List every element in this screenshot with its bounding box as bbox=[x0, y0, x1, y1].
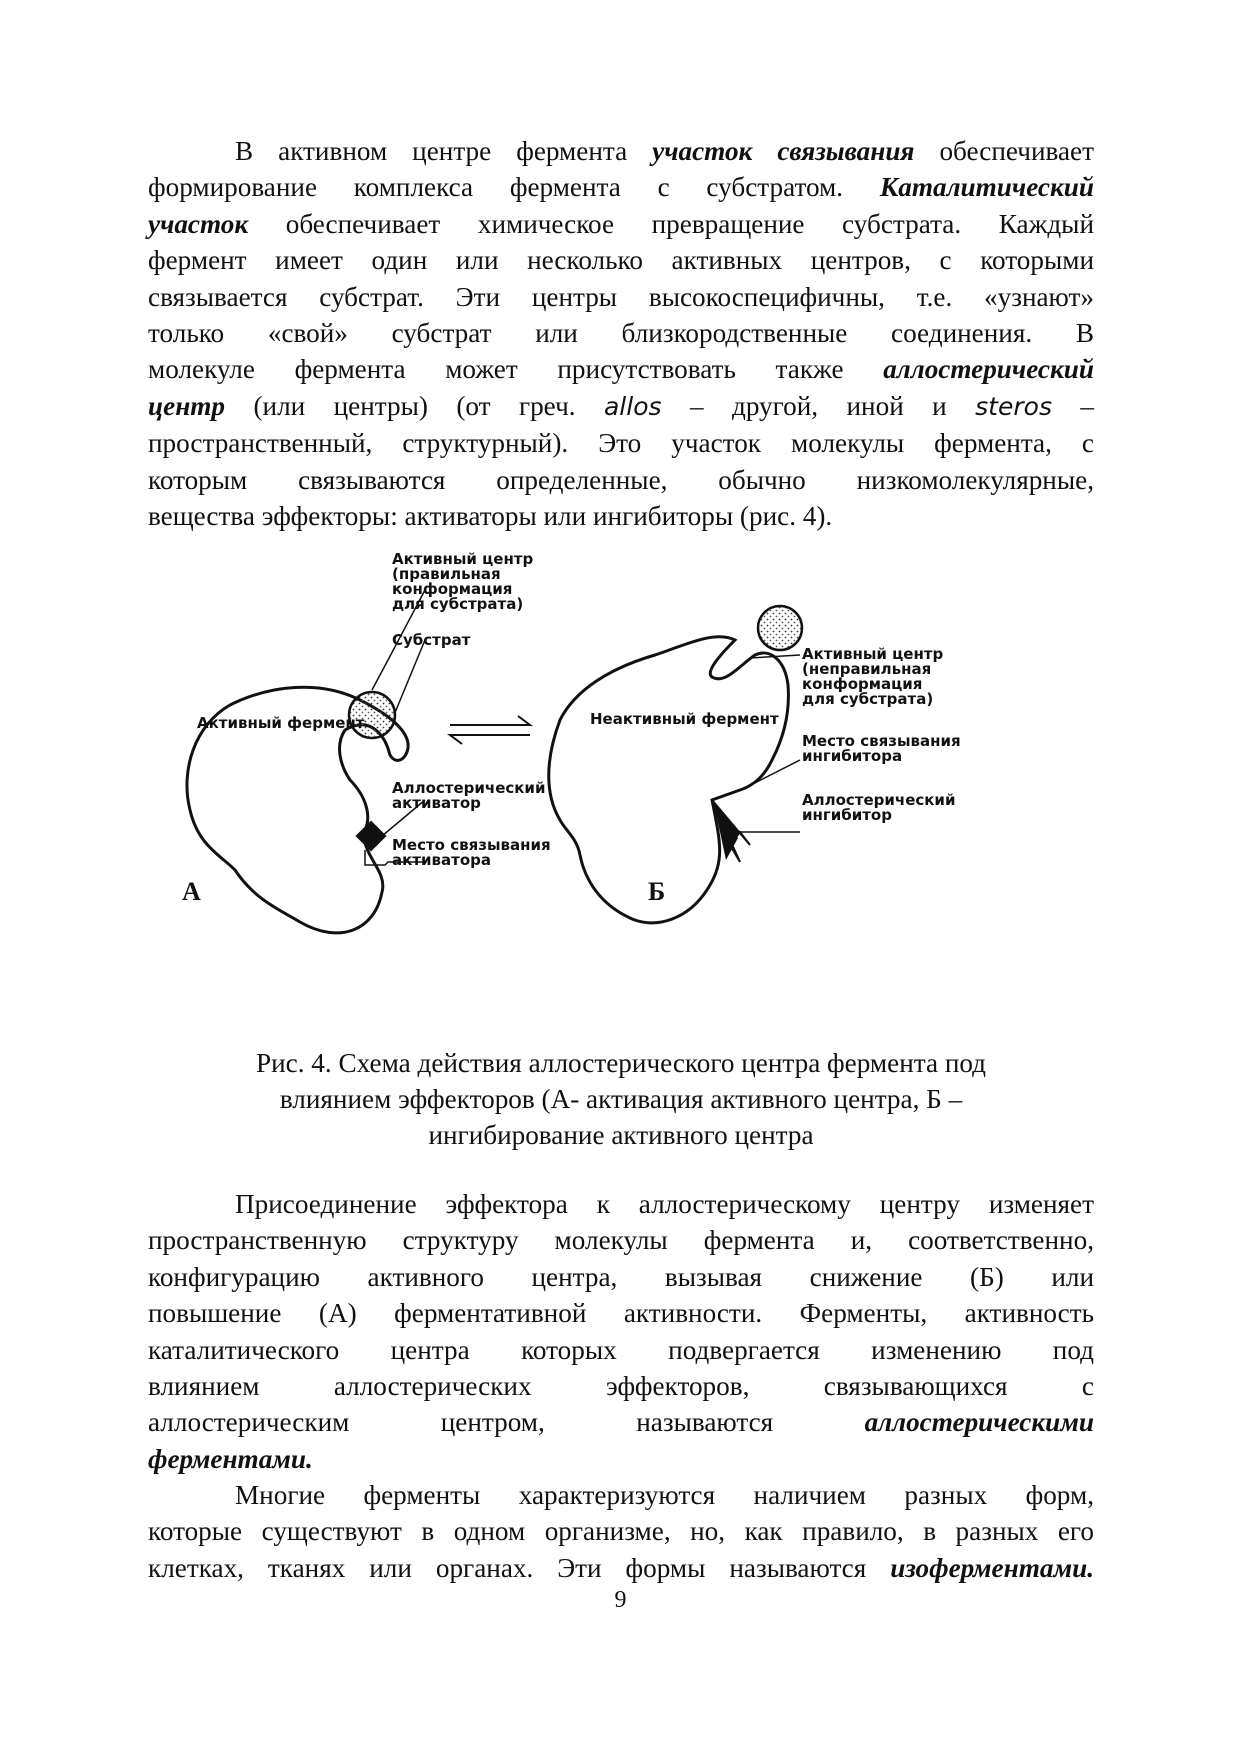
page-number: 9 bbox=[614, 1587, 627, 1613]
text-line: пространственный, структурный). Это участок молекулы фермента, с bbox=[148, 428, 1094, 459]
text-line: аллостерическим центром, называются аллостерическими bbox=[148, 1407, 1094, 1438]
equilibrium-arrow-forward bbox=[450, 716, 530, 725]
figure-allosteric-scheme bbox=[160, 550, 1100, 1020]
leader-line bbox=[394, 640, 425, 715]
paragraph-active-center bbox=[148, 133, 1094, 534]
text-line: ферментами. bbox=[148, 1443, 313, 1474]
text-line: формирование комплекса фермента с субстратом. Каталитический bbox=[148, 172, 1094, 203]
label-allosteric-inhibitor: Аллостерический ингибитор bbox=[802, 791, 956, 824]
text-line: которые существуют в одном организме, но, как правило, в разных его bbox=[148, 1516, 1094, 1547]
text-line: фермент имеет один или несколько активных центров, с которыми bbox=[148, 245, 1094, 276]
activator-shape bbox=[355, 820, 386, 851]
caption-line: ингибирование активного центра bbox=[428, 1120, 814, 1150]
panel-letter-a: А bbox=[182, 877, 201, 906]
paragraph-isoenzymes bbox=[148, 1477, 1094, 1586]
paragraph-allosteric-enzymes bbox=[148, 1186, 1094, 1477]
text-line: центр (или центры) (от греч. allos – другой, иной и steros – bbox=[148, 390, 1094, 421]
figure-caption bbox=[148, 1045, 1094, 1153]
label-allosteric-activator: Аллостерический активатор bbox=[392, 779, 546, 812]
text-line: конфигурацию активного центра, вызывая снижение (Б) или bbox=[148, 1261, 1094, 1292]
label-active-center-b: Активный центр (неправильная конформация для субстрата) bbox=[802, 645, 944, 708]
text-line: В активном центре фермента участок связывания обеспечивает bbox=[235, 136, 1094, 166]
text-line: участок обеспечивает химическое превращение субстрата. Каждый bbox=[148, 208, 1094, 239]
text-line: влиянием аллостерических эффекторов, связывающихся с bbox=[148, 1371, 1094, 1402]
text-line: только «свой» субстрат или близкородственные соединения. В bbox=[148, 318, 1094, 349]
text-line: каталитического центра которых подвергается изменению под bbox=[148, 1334, 1094, 1365]
caption-line: влиянием эффекторов (А- активация активного центра, Б – bbox=[279, 1084, 963, 1114]
text-line: Присоединение эффектора к аллостерическому центру изменяет bbox=[235, 1189, 1094, 1219]
text-line: связывается субстрат. Эти центры высокоспецифичны, т.е. «узнают» bbox=[148, 281, 1094, 312]
equilibrium-arrow-back bbox=[450, 735, 530, 744]
text-line: вещества эффекторы: активаторы или ингибиторы (рис. 4). bbox=[148, 501, 833, 532]
text-line: которым связываются определенные, обычно низкомолекулярные, bbox=[148, 464, 1094, 495]
free-substrate-shape bbox=[758, 606, 802, 650]
label-activator-site: Место связывания активатора bbox=[392, 836, 551, 869]
panel-letter-b: Б bbox=[648, 877, 666, 906]
text-line: молекуле фермента может присутствовать также аллостерический bbox=[148, 354, 1094, 385]
label-substrate: Субстрат bbox=[392, 631, 471, 649]
caption-line: Рис. 4. Схема действия аллостерического центра фермента под bbox=[255, 1048, 987, 1078]
text-line: Многие ферменты характеризуются наличием разных форм, bbox=[235, 1480, 1094, 1510]
label-inhibitor-site: Место связывания ингибитора bbox=[802, 732, 961, 765]
inactive-enzyme-shape bbox=[549, 637, 789, 923]
text-line: пространственную структуру молекулы фермента и, соответственно, bbox=[148, 1225, 1094, 1256]
text-line: клетках, тканях или органах. Эти формы называются изоферментами. bbox=[148, 1552, 1094, 1583]
leader-line bbox=[745, 760, 800, 788]
label-active-enzyme: Активный фермент bbox=[197, 714, 365, 732]
label-inactive-enzyme: Неактивный фермент bbox=[590, 710, 779, 728]
label-active-center-a: Активный центр (правильная конформация для субстрата) bbox=[392, 550, 534, 613]
text-line: повышение (А) ферментативной активности. Ферменты, активность bbox=[148, 1298, 1094, 1329]
